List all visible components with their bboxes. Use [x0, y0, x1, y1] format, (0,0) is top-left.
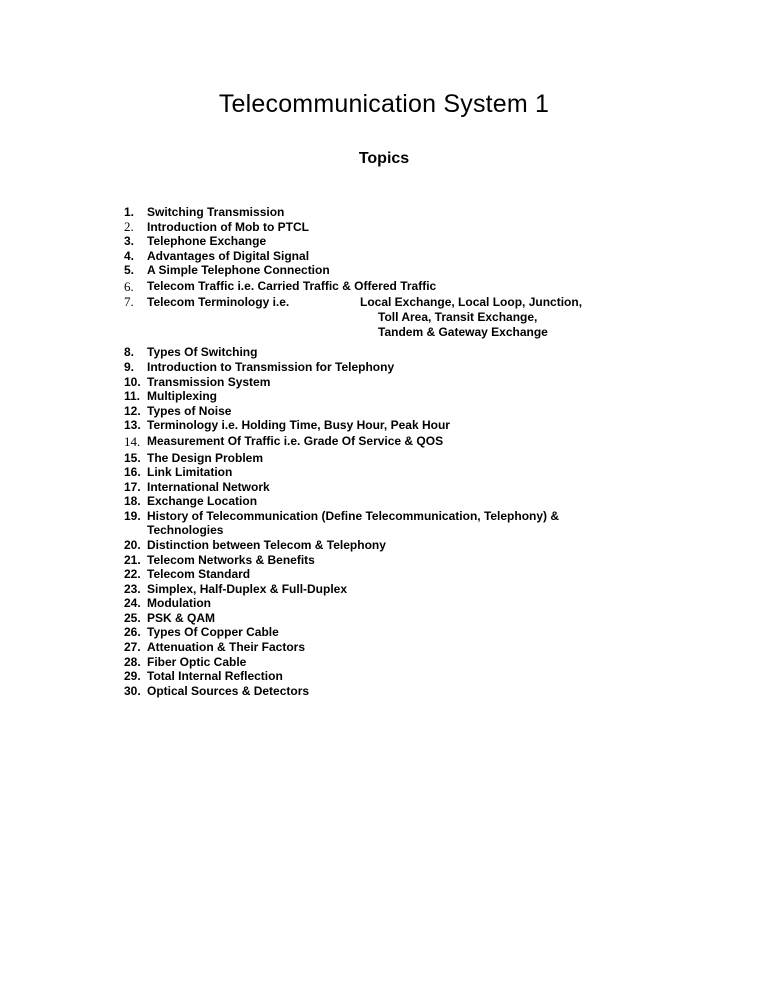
- item-number: 28.: [124, 654, 141, 669]
- item-text: Advantages of Digital Signal: [147, 248, 310, 263]
- list-item: [0, 538, 768, 553]
- topics-heading: Topics: [358, 150, 410, 167]
- list-item: [0, 655, 768, 670]
- item-number: 9.: [124, 360, 135, 375]
- item-text: Transmission System: [147, 374, 271, 389]
- item-number: 16.: [124, 465, 141, 480]
- list-item: [0, 684, 768, 699]
- item-text: PSK & QAM: [147, 610, 216, 625]
- list-item: [0, 205, 768, 220]
- item-number: 2.: [124, 218, 134, 234]
- list-item: [0, 295, 768, 345]
- list-item: [0, 596, 768, 611]
- list-item: [0, 220, 768, 235]
- list-item: [0, 389, 768, 404]
- item-number: 12.: [124, 403, 141, 418]
- list-item: [0, 567, 768, 582]
- list-item: [0, 418, 768, 433]
- item-number: 7.: [124, 294, 134, 310]
- item-number: 26.: [124, 625, 141, 640]
- item-text: Attenuation & Their Factors: [147, 640, 306, 655]
- item-text: Types Of Copper Cable: [147, 625, 279, 640]
- list-item: [0, 582, 768, 597]
- item-text: Modulation: [147, 596, 211, 611]
- list-item: [0, 494, 768, 509]
- item-number: 15.: [124, 450, 141, 465]
- list-item: [0, 278, 768, 296]
- item-number: 30.: [124, 683, 141, 698]
- item-number: 6.: [124, 278, 134, 294]
- list-item: [0, 234, 768, 249]
- item-number: 29.: [124, 669, 141, 684]
- item-number: 21.: [124, 552, 141, 567]
- item-number: 14.: [124, 434, 141, 450]
- item-number: 5.: [124, 263, 135, 278]
- item-number: 27.: [124, 640, 141, 655]
- list-item: [0, 433, 768, 451]
- item-number: 1.: [124, 205, 135, 219]
- list-item: [0, 360, 768, 375]
- item-number: 25.: [124, 610, 141, 625]
- terminology-details: [360, 295, 582, 339]
- list-item: [0, 553, 768, 568]
- item-text: Optical Sources & Detectors: [147, 683, 310, 698]
- item-number: 24.: [124, 596, 141, 611]
- item-text: Exchange Location: [147, 494, 258, 509]
- item-text: Measurement Of Traffic i.e. Grade Of Service & QOS: [147, 434, 444, 449]
- item-number: 4.: [124, 248, 135, 263]
- terminology-detail-line: Tandem & Gateway Exchange: [378, 324, 548, 339]
- item-text: Telecom Terminology i.e.: [147, 295, 290, 310]
- item-text: The Design Problem: [147, 450, 264, 465]
- item-text: Fiber Optic Cable: [147, 654, 247, 669]
- list-item: [0, 345, 768, 360]
- list-item: [0, 404, 768, 419]
- item-text: History of Telecommunication (Define Telecommunication, Telephony) & Technologies: [147, 508, 560, 538]
- list-item: [0, 611, 768, 626]
- item-text: A Simple Telephone Connection: [147, 263, 330, 278]
- item-text: Multiplexing: [147, 389, 217, 404]
- item-text: Types of Noise: [147, 403, 232, 418]
- item-text: Introduction to Transmission for Telephony: [147, 360, 395, 375]
- item-number: 18.: [124, 494, 141, 509]
- item-number: 22.: [124, 567, 141, 582]
- list-item: [0, 263, 768, 278]
- item-text: International Network: [147, 479, 270, 494]
- item-text: Telecom Traffic i.e. Carried Traffic & Offered Traffic: [147, 278, 437, 293]
- list-item: [0, 375, 768, 390]
- item-number: 11.: [124, 389, 141, 404]
- terminology-detail-line: Toll Area, Transit Exchange,: [378, 310, 538, 325]
- item-text: Simplex, Half-Duplex & Full-Duplex: [147, 581, 348, 596]
- item-number: 19.: [124, 508, 141, 523]
- list-item: [0, 669, 768, 684]
- terminology-detail-line: Local Exchange, Local Loop, Junction,: [360, 295, 583, 310]
- list-item: [0, 480, 768, 495]
- list-item: [0, 509, 768, 538]
- item-number: 20.: [124, 537, 141, 552]
- list-item: [0, 465, 768, 480]
- item-number: 10.: [124, 374, 141, 389]
- topics-list: [0, 205, 768, 698]
- item-text: Link Limitation: [147, 465, 233, 480]
- item-number: 23.: [124, 581, 141, 596]
- item-text: Telephone Exchange: [147, 234, 267, 249]
- page-title: Telecommunication System 1: [218, 90, 550, 118]
- item-text: Terminology i.e. Holding Time, Busy Hour, Peak Hour: [147, 418, 450, 433]
- list-item: [0, 451, 768, 466]
- item-text: Types Of Switching: [147, 345, 258, 360]
- item-number: 8.: [124, 345, 135, 360]
- item-number: 13.: [124, 418, 141, 433]
- item-text: Telecom Standard: [147, 567, 251, 582]
- list-item: [0, 640, 768, 655]
- list-item: [0, 625, 768, 640]
- item-text: Total Internal Reflection: [147, 669, 283, 684]
- item-text: Introduction of Mob to PTCL: [147, 219, 309, 234]
- item-number: 17.: [124, 479, 141, 494]
- list-item: [0, 249, 768, 264]
- item-text: Switching Transmission: [147, 205, 285, 219]
- item-number: 3.: [124, 234, 135, 249]
- item-text: Telecom Networks & Benefits: [147, 552, 315, 567]
- item-text: Distinction between Telecom & Telephony: [147, 537, 386, 552]
